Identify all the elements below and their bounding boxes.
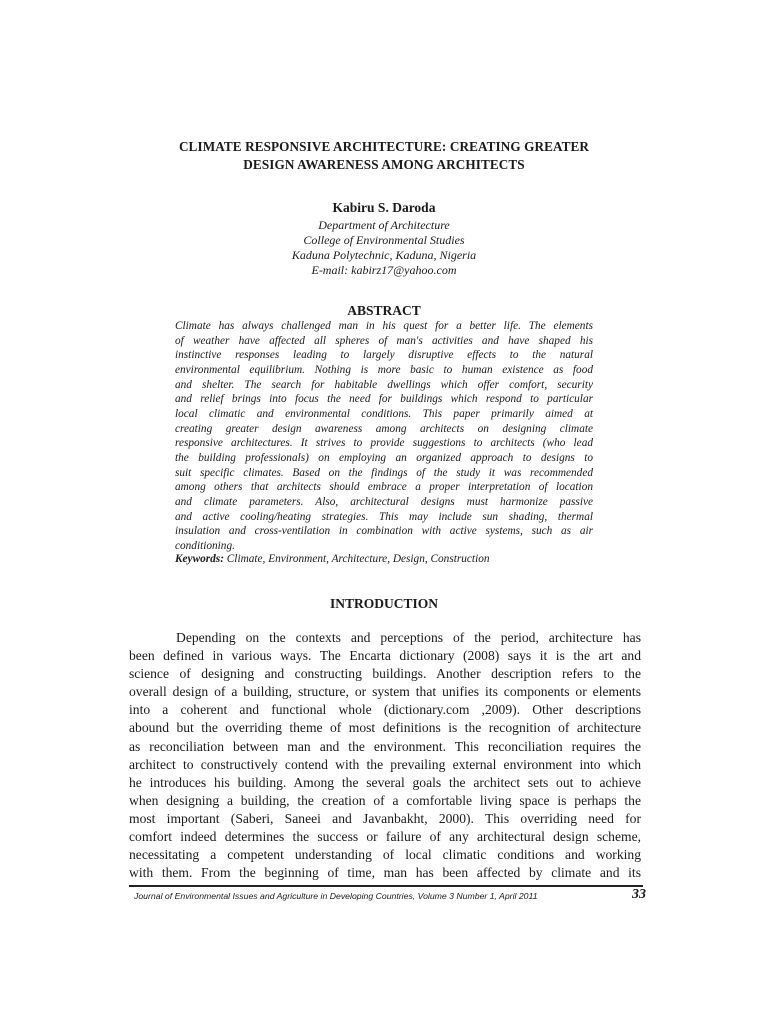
body-line: been defined in various ways. The Encarta dictionary (2008) says it is the art and [129,648,641,664]
body-line: science of designing and constructing buildings. Another description refers to the [129,666,641,682]
body-line: Depending on the contexts and perceptions of the period, architecture has [176,630,641,645]
body-line: he introduces his building. Among the several goals the architect sets out to achieve [129,774,641,790]
journal-citation: Journal of Environmental Issues and Agriculture in Developing Countries, Volume 3 Number 1, April 2011 [134,891,538,901]
keywords-line [175,553,593,565]
affiliation-line: Department of Architecture [318,218,450,232]
title-line: CLIMATE RESPONSIVE ARCHITECTURE: CREATING GREATER [178,139,590,154]
body-line: architect to constructively contend with the prevailing external environment into which [129,756,641,772]
page-number: 33 [632,887,646,902]
keywords-label: Keywords: [175,553,224,565]
abstract-line: suit specific climates. Based on the findings of the study it was recommended [175,466,593,479]
footer-divider [129,885,643,887]
abstract-line: among others that architects should embrace a proper interpretation of location [175,481,593,494]
author-email: E-mail: kabirz17@yahoo.com [311,263,457,277]
abstract-line: conditioning. [175,539,235,552]
body-line: with them. From the beginning of time, man has been affected by climate and its [129,865,641,881]
abstract-line: creating greater design awareness among architects on designing climate [175,422,593,435]
keywords-text: Climate, Environment, Architecture, Design, Construction [223,553,490,565]
abstract-line: Climate has always challenged man in his quest for a better life. The elements [175,320,593,332]
introduction-body [129,629,641,882]
body-line: abound but the overriding theme of most definitions is the recognition of architecture [129,720,641,736]
abstract-line: and shelter. The search for habitable dwellings which offer comfort, security [175,378,593,391]
body-line: overall design of a building, structure, or system that unifies its components or elements [129,684,641,700]
abstract-line: environmental equilibrium. Nothing is more basic to human existence as food [175,363,593,376]
body-line: into a coherent and functional whole (dictionary.com ,2009). Other descriptions [129,702,641,718]
abstract-line: of weather have affected all spheres of man's activities and have shaped his [175,334,593,347]
author-affiliation [184,218,584,278]
abstract-line: instinctive responses leading to largely disruptive effects to the natural [175,349,593,362]
paper-title [120,138,648,174]
body-line: necessitating a competent understanding of local climatic conditions and working [129,847,641,863]
introduction-heading: INTRODUCTION [329,596,438,611]
body-line: as reconciliation between man and the environment. This reconciliation requires the [129,738,641,754]
author-name: Kabiru S. Daroda [332,200,436,215]
abstract-line: the building professionals) on employing an organized approach to designs to [175,451,593,464]
abstract-line: and climate parameters. Also, architectural designs must harmonize passive [175,495,593,508]
abstract-line: insulation and cross-ventilation in combination with active systems, such as air [175,525,593,538]
abstract-line: and relief brings into focus the need for buildings which respond to particular [175,393,593,406]
abstract-line: responsive architectures. It strives to provide suggestions to architects (who lead [175,437,593,450]
title-line: DESIGN AWARENESS AMONG ARCHITECTS [243,157,525,172]
affiliation-line: Kaduna Polytechnic, Kaduna, Nigeria [291,248,477,262]
body-line: most important (Saberi, Saneei and Javanbakht, 2000). This overriding need for [129,810,641,826]
abstract-line: and active cooling/heating strategies. This may include sun shading, thermal [175,510,593,523]
abstract-body [175,319,593,554]
body-line: when designing a building, the creation of a comfortable living space is perhaps the [129,792,641,808]
affiliation-line: College of Environmental Studies [303,233,465,247]
abstract-line: local climatic and environmental conditions. This paper primarily aimed at [175,407,593,420]
abstract-heading: ABSTRACT [347,303,421,318]
body-line: comfort indeed determines the success or failure of any architectural design scheme, [129,829,641,845]
